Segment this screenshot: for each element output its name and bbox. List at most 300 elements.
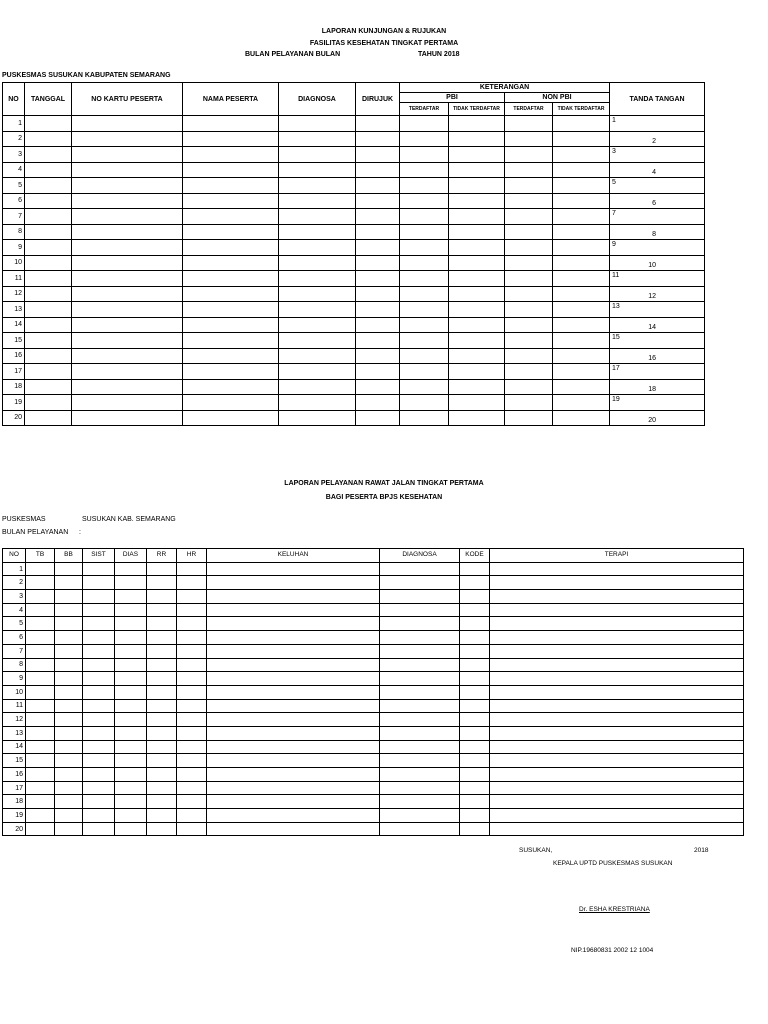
empty-cell[interactable] (207, 795, 380, 809)
empty-cell[interactable] (26, 617, 55, 631)
empty-cell[interactable] (26, 795, 55, 809)
empty-cell[interactable] (72, 147, 183, 163)
empty-cell[interactable] (279, 209, 356, 225)
empty-cell[interactable] (72, 178, 183, 194)
empty-cell[interactable] (279, 333, 356, 349)
empty-cell[interactable] (505, 178, 553, 194)
empty-cell[interactable] (55, 822, 83, 836)
empty-cell[interactable] (380, 768, 460, 782)
empty-cell[interactable] (25, 333, 72, 349)
empty-cell[interactable] (553, 162, 610, 178)
empty-cell[interactable] (400, 271, 449, 287)
empty-cell[interactable] (72, 317, 183, 333)
empty-cell[interactable] (183, 255, 279, 271)
empty-cell[interactable] (55, 781, 83, 795)
empty-cell[interactable] (356, 147, 400, 163)
empty-cell[interactable] (83, 672, 115, 686)
empty-cell[interactable] (147, 644, 177, 658)
empty-cell[interactable] (279, 147, 356, 163)
empty-cell[interactable] (177, 740, 207, 754)
empty-cell[interactable] (72, 255, 183, 271)
empty-cell[interactable] (460, 617, 490, 631)
empty-cell[interactable] (490, 740, 744, 754)
empty-cell[interactable] (279, 379, 356, 395)
empty-cell[interactable] (356, 348, 400, 364)
empty-cell[interactable] (115, 603, 147, 617)
empty-cell[interactable] (490, 809, 744, 823)
empty-cell[interactable] (449, 193, 505, 209)
empty-cell[interactable] (380, 658, 460, 672)
empty-cell[interactable] (490, 699, 744, 713)
empty-cell[interactable] (505, 116, 553, 132)
empty-cell[interactable] (83, 658, 115, 672)
empty-cell[interactable] (490, 562, 744, 576)
empty-cell[interactable] (115, 617, 147, 631)
empty-cell[interactable] (55, 754, 83, 768)
empty-cell[interactable] (490, 644, 744, 658)
empty-cell[interactable] (356, 131, 400, 147)
empty-cell[interactable] (449, 178, 505, 194)
empty-cell[interactable] (55, 631, 83, 645)
empty-cell[interactable] (460, 603, 490, 617)
empty-cell[interactable] (356, 395, 400, 411)
empty-cell[interactable] (72, 209, 183, 225)
empty-cell[interactable] (380, 672, 460, 686)
empty-cell[interactable] (26, 672, 55, 686)
empty-cell[interactable] (183, 379, 279, 395)
empty-cell[interactable] (505, 131, 553, 147)
empty-cell[interactable] (177, 685, 207, 699)
empty-cell[interactable] (26, 631, 55, 645)
empty-cell[interactable] (356, 116, 400, 132)
empty-cell[interactable] (207, 590, 380, 604)
empty-cell[interactable] (553, 224, 610, 240)
empty-cell[interactable] (490, 781, 744, 795)
empty-cell[interactable] (460, 590, 490, 604)
empty-cell[interactable] (83, 699, 115, 713)
empty-cell[interactable] (115, 699, 147, 713)
empty-cell[interactable] (380, 562, 460, 576)
empty-cell[interactable] (26, 754, 55, 768)
empty-cell[interactable] (490, 590, 744, 604)
empty-cell[interactable] (72, 395, 183, 411)
empty-cell[interactable] (400, 116, 449, 132)
empty-cell[interactable] (147, 590, 177, 604)
empty-cell[interactable] (207, 822, 380, 836)
empty-cell[interactable] (207, 658, 380, 672)
empty-cell[interactable] (380, 822, 460, 836)
empty-cell[interactable] (449, 410, 505, 426)
empty-cell[interactable] (72, 286, 183, 302)
empty-cell[interactable] (380, 603, 460, 617)
empty-cell[interactable] (207, 576, 380, 590)
empty-cell[interactable] (25, 193, 72, 209)
empty-cell[interactable] (147, 768, 177, 782)
empty-cell[interactable] (380, 576, 460, 590)
empty-cell[interactable] (553, 240, 610, 256)
empty-cell[interactable] (553, 147, 610, 163)
empty-cell[interactable] (183, 410, 279, 426)
empty-cell[interactable] (83, 603, 115, 617)
empty-cell[interactable] (505, 333, 553, 349)
empty-cell[interactable] (26, 713, 55, 727)
empty-cell[interactable] (26, 685, 55, 699)
empty-cell[interactable] (115, 754, 147, 768)
empty-cell[interactable] (505, 147, 553, 163)
empty-cell[interactable] (505, 410, 553, 426)
empty-cell[interactable] (83, 781, 115, 795)
empty-cell[interactable] (183, 271, 279, 287)
empty-cell[interactable] (207, 713, 380, 727)
empty-cell[interactable] (147, 754, 177, 768)
empty-cell[interactable] (83, 576, 115, 590)
empty-cell[interactable] (147, 672, 177, 686)
empty-cell[interactable] (72, 224, 183, 240)
empty-cell[interactable] (55, 590, 83, 604)
empty-cell[interactable] (380, 644, 460, 658)
empty-cell[interactable] (553, 178, 610, 194)
empty-cell[interactable] (183, 116, 279, 132)
empty-cell[interactable] (147, 809, 177, 823)
empty-cell[interactable] (356, 333, 400, 349)
empty-cell[interactable] (460, 726, 490, 740)
empty-cell[interactable] (279, 240, 356, 256)
empty-cell[interactable] (25, 255, 72, 271)
empty-cell[interactable] (115, 631, 147, 645)
empty-cell[interactable] (490, 672, 744, 686)
empty-cell[interactable] (553, 395, 610, 411)
empty-cell[interactable] (553, 348, 610, 364)
empty-cell[interactable] (380, 617, 460, 631)
empty-cell[interactable] (26, 562, 55, 576)
empty-cell[interactable] (356, 255, 400, 271)
empty-cell[interactable] (55, 795, 83, 809)
empty-cell[interactable] (83, 795, 115, 809)
empty-cell[interactable] (55, 740, 83, 754)
empty-cell[interactable] (147, 617, 177, 631)
empty-cell[interactable] (177, 576, 207, 590)
empty-cell[interactable] (380, 590, 460, 604)
empty-cell[interactable] (25, 116, 72, 132)
empty-cell[interactable] (183, 302, 279, 318)
empty-cell[interactable] (25, 131, 72, 147)
empty-cell[interactable] (115, 768, 147, 782)
empty-cell[interactable] (147, 603, 177, 617)
empty-cell[interactable] (400, 147, 449, 163)
empty-cell[interactable] (147, 658, 177, 672)
empty-cell[interactable] (279, 410, 356, 426)
empty-cell[interactable] (207, 672, 380, 686)
empty-cell[interactable] (147, 795, 177, 809)
empty-cell[interactable] (553, 286, 610, 302)
empty-cell[interactable] (177, 726, 207, 740)
empty-cell[interactable] (177, 658, 207, 672)
empty-cell[interactable] (177, 795, 207, 809)
empty-cell[interactable] (400, 193, 449, 209)
empty-cell[interactable] (183, 333, 279, 349)
empty-cell[interactable] (505, 240, 553, 256)
empty-cell[interactable] (279, 348, 356, 364)
empty-cell[interactable] (177, 617, 207, 631)
empty-cell[interactable] (279, 286, 356, 302)
empty-cell[interactable] (25, 302, 72, 318)
empty-cell[interactable] (25, 286, 72, 302)
empty-cell[interactable] (380, 795, 460, 809)
empty-cell[interactable] (177, 590, 207, 604)
empty-cell[interactable] (460, 631, 490, 645)
empty-cell[interactable] (490, 576, 744, 590)
empty-cell[interactable] (83, 562, 115, 576)
empty-cell[interactable] (400, 255, 449, 271)
empty-cell[interactable] (356, 317, 400, 333)
empty-cell[interactable] (449, 302, 505, 318)
empty-cell[interactable] (147, 781, 177, 795)
empty-cell[interactable] (83, 590, 115, 604)
empty-cell[interactable] (460, 781, 490, 795)
empty-cell[interactable] (505, 162, 553, 178)
empty-cell[interactable] (400, 131, 449, 147)
empty-cell[interactable] (279, 178, 356, 194)
empty-cell[interactable] (449, 209, 505, 225)
empty-cell[interactable] (553, 302, 610, 318)
empty-cell[interactable] (183, 317, 279, 333)
empty-cell[interactable] (55, 562, 83, 576)
empty-cell[interactable] (183, 147, 279, 163)
empty-cell[interactable] (72, 116, 183, 132)
empty-cell[interactable] (26, 740, 55, 754)
empty-cell[interactable] (177, 781, 207, 795)
empty-cell[interactable] (177, 631, 207, 645)
empty-cell[interactable] (460, 754, 490, 768)
empty-cell[interactable] (55, 809, 83, 823)
empty-cell[interactable] (55, 644, 83, 658)
empty-cell[interactable] (490, 795, 744, 809)
empty-cell[interactable] (25, 410, 72, 426)
empty-cell[interactable] (55, 713, 83, 727)
empty-cell[interactable] (505, 302, 553, 318)
empty-cell[interactable] (55, 603, 83, 617)
empty-cell[interactable] (449, 286, 505, 302)
empty-cell[interactable] (449, 147, 505, 163)
empty-cell[interactable] (380, 781, 460, 795)
empty-cell[interactable] (400, 178, 449, 194)
empty-cell[interactable] (115, 562, 147, 576)
empty-cell[interactable] (55, 658, 83, 672)
empty-cell[interactable] (207, 562, 380, 576)
empty-cell[interactable] (460, 672, 490, 686)
empty-cell[interactable] (553, 116, 610, 132)
empty-cell[interactable] (279, 193, 356, 209)
empty-cell[interactable] (183, 224, 279, 240)
empty-cell[interactable] (449, 271, 505, 287)
empty-cell[interactable] (505, 224, 553, 240)
empty-cell[interactable] (147, 576, 177, 590)
empty-cell[interactable] (177, 768, 207, 782)
empty-cell[interactable] (72, 302, 183, 318)
empty-cell[interactable] (490, 754, 744, 768)
empty-cell[interactable] (83, 617, 115, 631)
empty-cell[interactable] (207, 768, 380, 782)
empty-cell[interactable] (177, 822, 207, 836)
empty-cell[interactable] (147, 562, 177, 576)
empty-cell[interactable] (490, 726, 744, 740)
empty-cell[interactable] (449, 162, 505, 178)
empty-cell[interactable] (72, 131, 183, 147)
empty-cell[interactable] (115, 644, 147, 658)
empty-cell[interactable] (505, 395, 553, 411)
empty-cell[interactable] (207, 617, 380, 631)
empty-cell[interactable] (55, 699, 83, 713)
empty-cell[interactable] (449, 131, 505, 147)
empty-cell[interactable] (115, 795, 147, 809)
empty-cell[interactable] (183, 395, 279, 411)
empty-cell[interactable] (460, 685, 490, 699)
empty-cell[interactable] (72, 379, 183, 395)
empty-cell[interactable] (183, 131, 279, 147)
empty-cell[interactable] (553, 131, 610, 147)
empty-cell[interactable] (460, 644, 490, 658)
empty-cell[interactable] (400, 209, 449, 225)
empty-cell[interactable] (279, 317, 356, 333)
empty-cell[interactable] (400, 333, 449, 349)
empty-cell[interactable] (207, 644, 380, 658)
empty-cell[interactable] (55, 672, 83, 686)
empty-cell[interactable] (147, 699, 177, 713)
empty-cell[interactable] (177, 644, 207, 658)
empty-cell[interactable] (177, 672, 207, 686)
empty-cell[interactable] (207, 754, 380, 768)
empty-cell[interactable] (183, 240, 279, 256)
empty-cell[interactable] (505, 317, 553, 333)
empty-cell[interactable] (26, 726, 55, 740)
empty-cell[interactable] (115, 672, 147, 686)
empty-cell[interactable] (400, 348, 449, 364)
empty-cell[interactable] (83, 740, 115, 754)
empty-cell[interactable] (400, 317, 449, 333)
empty-cell[interactable] (460, 740, 490, 754)
empty-cell[interactable] (449, 317, 505, 333)
empty-cell[interactable] (26, 822, 55, 836)
empty-cell[interactable] (505, 255, 553, 271)
empty-cell[interactable] (356, 240, 400, 256)
empty-cell[interactable] (279, 131, 356, 147)
empty-cell[interactable] (83, 809, 115, 823)
empty-cell[interactable] (449, 224, 505, 240)
empty-cell[interactable] (356, 379, 400, 395)
empty-cell[interactable] (115, 685, 147, 699)
empty-cell[interactable] (72, 193, 183, 209)
empty-cell[interactable] (207, 726, 380, 740)
empty-cell[interactable] (183, 286, 279, 302)
empty-cell[interactable] (356, 271, 400, 287)
empty-cell[interactable] (83, 768, 115, 782)
empty-cell[interactable] (115, 590, 147, 604)
empty-cell[interactable] (449, 348, 505, 364)
empty-cell[interactable] (356, 178, 400, 194)
empty-cell[interactable] (460, 768, 490, 782)
empty-cell[interactable] (449, 395, 505, 411)
empty-cell[interactable] (505, 209, 553, 225)
empty-cell[interactable] (177, 754, 207, 768)
empty-cell[interactable] (83, 822, 115, 836)
empty-cell[interactable] (183, 364, 279, 380)
empty-cell[interactable] (26, 809, 55, 823)
empty-cell[interactable] (55, 576, 83, 590)
empty-cell[interactable] (72, 162, 183, 178)
empty-cell[interactable] (460, 822, 490, 836)
empty-cell[interactable] (55, 768, 83, 782)
empty-cell[interactable] (553, 364, 610, 380)
empty-cell[interactable] (115, 740, 147, 754)
empty-cell[interactable] (25, 147, 72, 163)
empty-cell[interactable] (55, 617, 83, 631)
empty-cell[interactable] (460, 699, 490, 713)
empty-cell[interactable] (553, 271, 610, 287)
empty-cell[interactable] (25, 240, 72, 256)
empty-cell[interactable] (26, 781, 55, 795)
empty-cell[interactable] (279, 255, 356, 271)
empty-cell[interactable] (25, 395, 72, 411)
empty-cell[interactable] (460, 562, 490, 576)
empty-cell[interactable] (26, 590, 55, 604)
empty-cell[interactable] (356, 162, 400, 178)
empty-cell[interactable] (460, 658, 490, 672)
empty-cell[interactable] (55, 685, 83, 699)
empty-cell[interactable] (380, 685, 460, 699)
empty-cell[interactable] (449, 240, 505, 256)
empty-cell[interactable] (553, 333, 610, 349)
empty-cell[interactable] (177, 603, 207, 617)
empty-cell[interactable] (505, 193, 553, 209)
empty-cell[interactable] (505, 286, 553, 302)
empty-cell[interactable] (147, 740, 177, 754)
empty-cell[interactable] (449, 333, 505, 349)
empty-cell[interactable] (356, 209, 400, 225)
empty-cell[interactable] (26, 699, 55, 713)
empty-cell[interactable] (490, 658, 744, 672)
empty-cell[interactable] (115, 713, 147, 727)
empty-cell[interactable] (72, 348, 183, 364)
empty-cell[interactable] (279, 162, 356, 178)
empty-cell[interactable] (207, 603, 380, 617)
empty-cell[interactable] (460, 795, 490, 809)
empty-cell[interactable] (83, 754, 115, 768)
empty-cell[interactable] (553, 209, 610, 225)
empty-cell[interactable] (183, 178, 279, 194)
empty-cell[interactable] (72, 333, 183, 349)
empty-cell[interactable] (490, 768, 744, 782)
empty-cell[interactable] (553, 317, 610, 333)
empty-cell[interactable] (25, 209, 72, 225)
empty-cell[interactable] (183, 209, 279, 225)
empty-cell[interactable] (380, 809, 460, 823)
empty-cell[interactable] (83, 713, 115, 727)
empty-cell[interactable] (115, 576, 147, 590)
empty-cell[interactable] (177, 809, 207, 823)
empty-cell[interactable] (553, 379, 610, 395)
empty-cell[interactable] (25, 224, 72, 240)
empty-cell[interactable] (25, 379, 72, 395)
empty-cell[interactable] (177, 562, 207, 576)
empty-cell[interactable] (356, 286, 400, 302)
empty-cell[interactable] (26, 576, 55, 590)
empty-cell[interactable] (279, 302, 356, 318)
empty-cell[interactable] (25, 271, 72, 287)
empty-cell[interactable] (147, 631, 177, 645)
empty-cell[interactable] (400, 410, 449, 426)
empty-cell[interactable] (25, 348, 72, 364)
empty-cell[interactable] (115, 781, 147, 795)
